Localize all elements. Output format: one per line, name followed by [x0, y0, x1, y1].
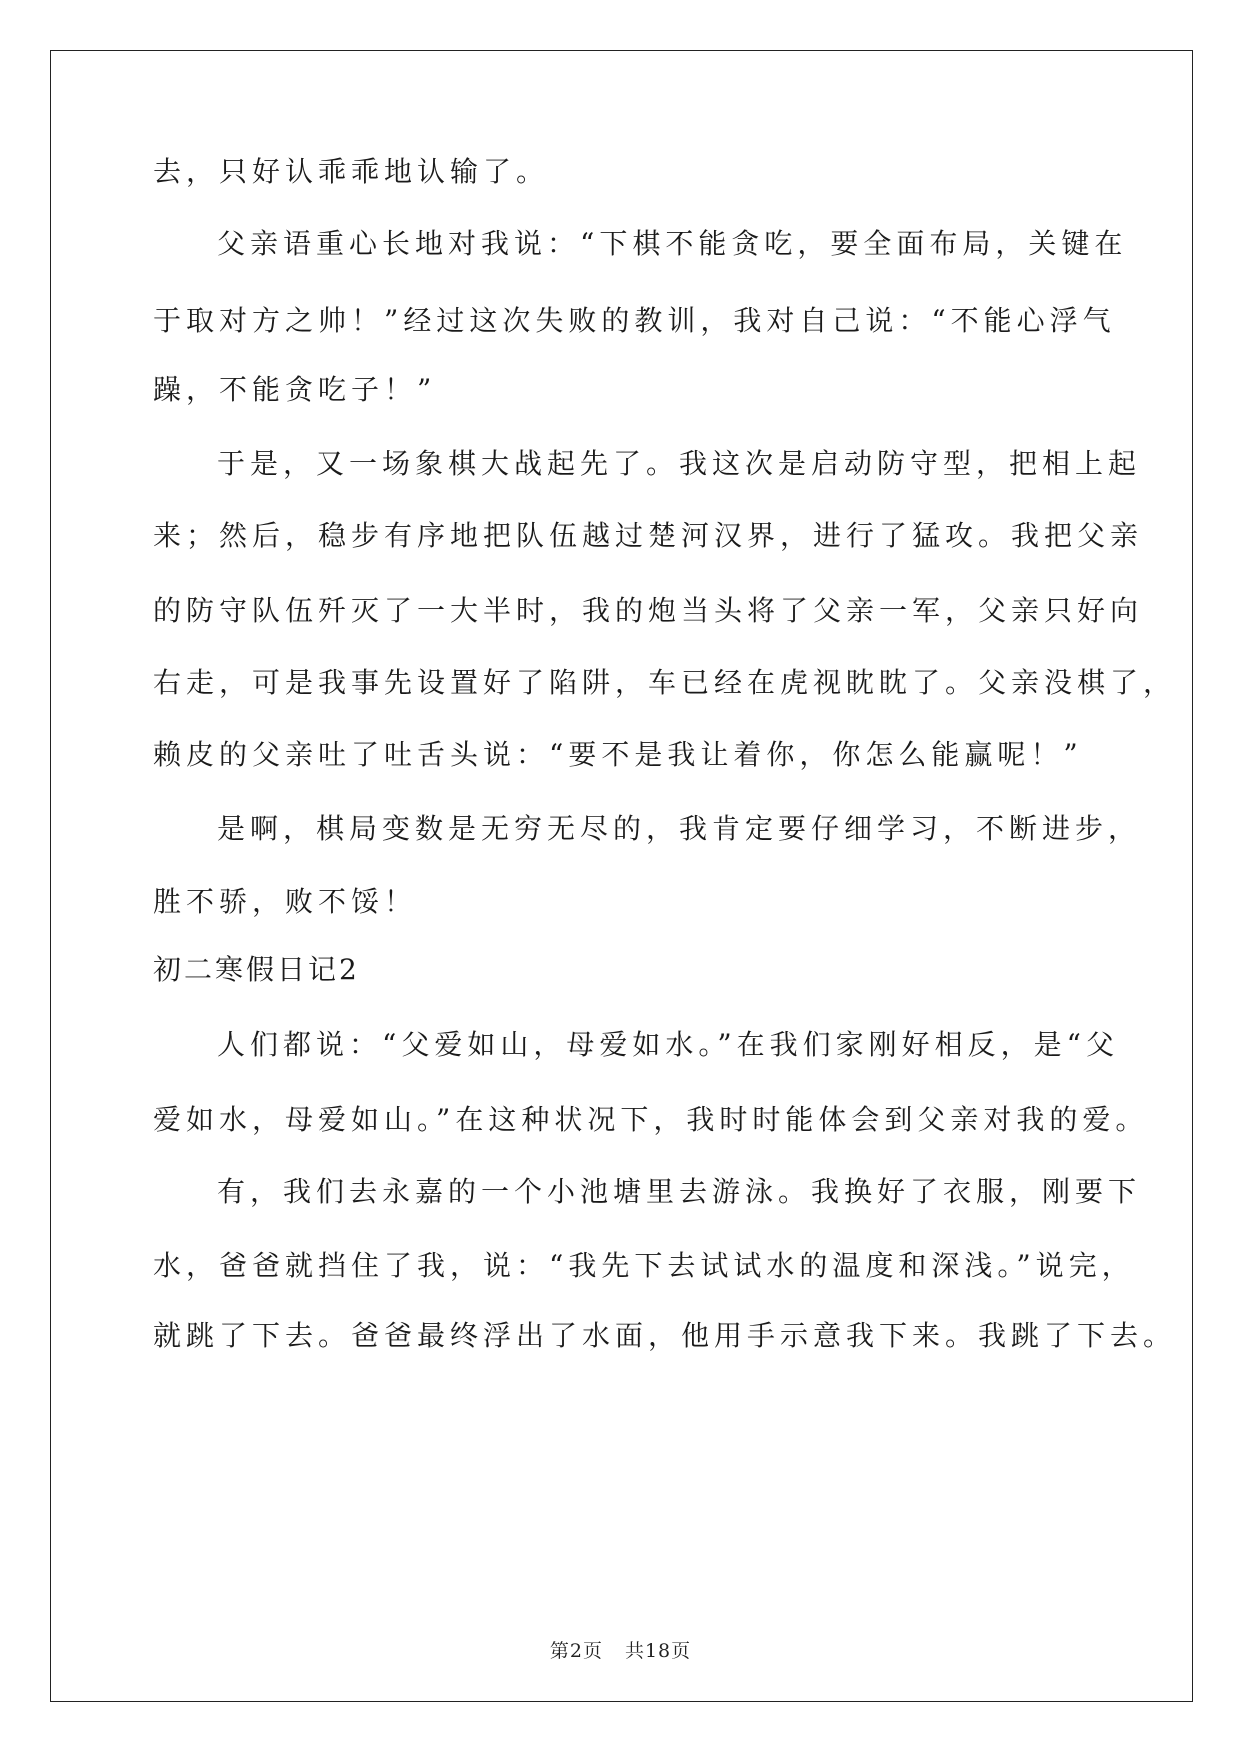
paragraph-start: 是啊，棋局变数是无穷无尽的，我肯定要仔细学习，不断进步， [217, 812, 1142, 845]
text-line: 躁，不能贪吃子！” [153, 373, 437, 406]
text-line: 就跳了下去。爸爸最终浮出了水面，他用手示意我下来。我跳了下去。 [153, 1319, 1177, 1352]
text-line: 爱如水，母爱如山。”在这种状况下，我时时能体会到父亲对我的爱。 [153, 1103, 1149, 1136]
paragraph-start: 父亲语重心长地对我说：“下棋不能贪吃，要全面布局，关键在 [217, 227, 1128, 260]
page-footer [0, 1636, 1241, 1663]
text-line: 水，爸爸就挡住了我，说：“我先下去试试水的温度和深浅。”说完， [153, 1249, 1135, 1282]
text-line: 去，只好认乖乖地认输了。 [153, 155, 550, 188]
paragraph-start: 于是，又一场象棋大战起先了。我这次是启动防守型，把相上起 [217, 447, 1142, 480]
page-border [50, 50, 1193, 1702]
page-total: 共18页 [624, 1640, 692, 1662]
text-line: 于取对方之帅！”经过这次失败的教训，我对自己说：“不能心浮气 [153, 304, 1116, 337]
paragraph-start: 有，我们去永嘉的一个小池塘里去游泳。我换好了衣服，刚要下 [217, 1175, 1142, 1208]
text-line: 来；然后，稳步有序地把队伍越过楚河汉界，进行了猛攻。我把父亲 [153, 519, 1144, 552]
paragraph-start: 人们都说：“父爱如山，母爱如水。”在我们家刚好相反，是“父 [217, 1028, 1119, 1061]
text-line: 胜不骄，败不馁！ [153, 885, 418, 918]
page-number: 第2页 [549, 1640, 603, 1662]
text-line: 右走，可是我事先设置好了陷阱，车已经在虎视眈眈了。父亲没棋了， [153, 666, 1177, 699]
text-line: 赖皮的父亲吐了吐舌头说：“要不是我让着你，你怎么能赢呢！” [153, 738, 1083, 771]
text-line: 的防守队伍歼灭了一大半时，我的炮当头将了父亲一军，父亲只好向 [153, 594, 1144, 627]
section-heading: 初二寒假日记2 [153, 953, 360, 986]
